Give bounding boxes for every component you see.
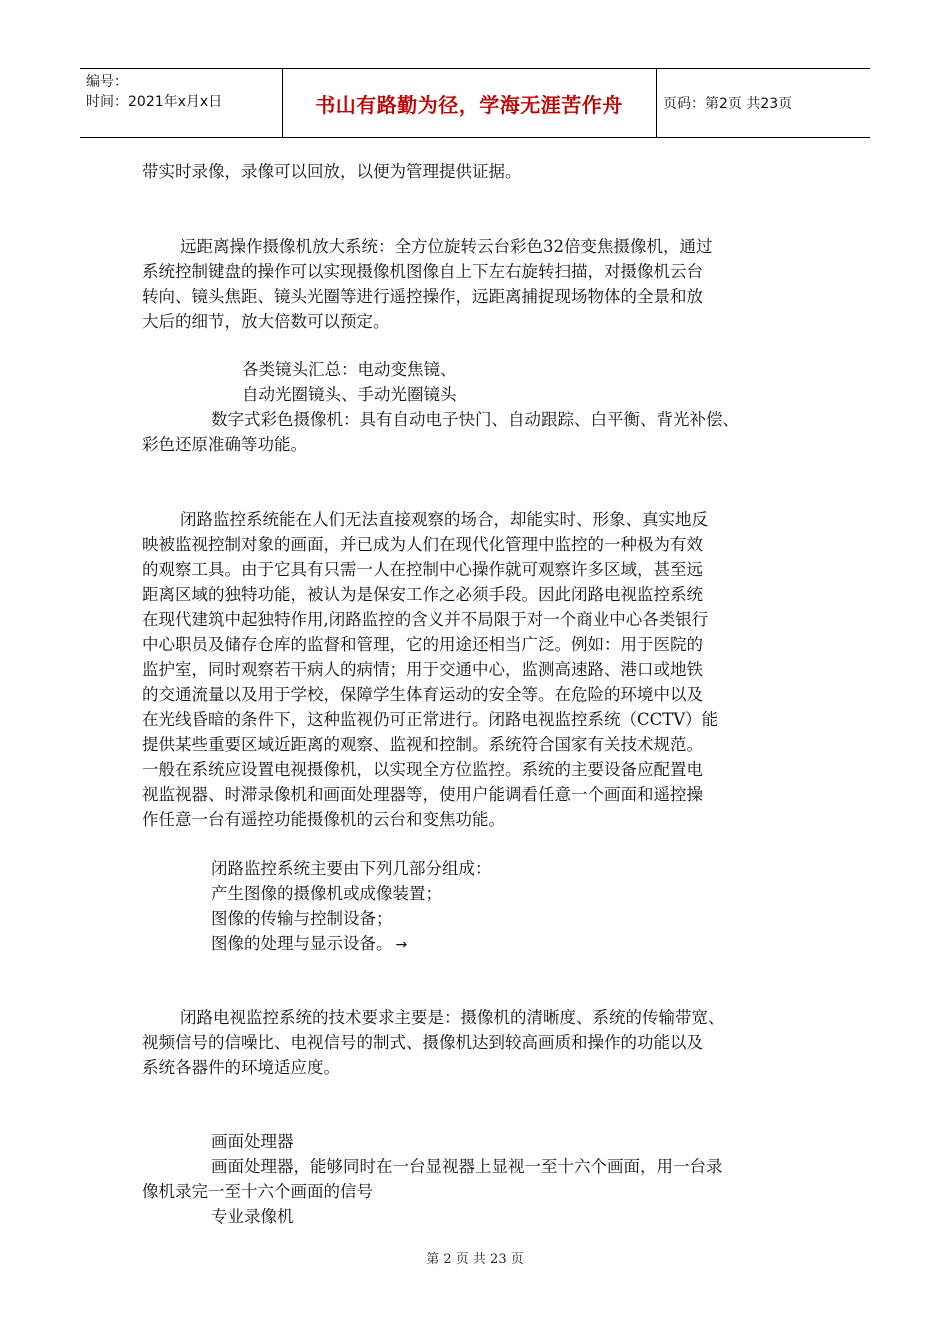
text-line: 带实时录像，录像可以回放，以便为管理提供证据。 <box>142 162 522 181</box>
text-line: 专业录像机 <box>211 1207 294 1226</box>
text-line: 图像的处理与显示设备。 <box>211 934 393 953</box>
text-line: 提供某些重要区域近距离的观察、监视和控制。系统符合国家有关技术规范。 <box>142 735 703 754</box>
text-line: 作任意一台有遥控功能摄像机的云台和变焦功能。 <box>142 810 505 829</box>
text-line: 监护室，同时观察若干病人的病情；用于交通中心，监测高速路、港口或地铁 <box>142 660 703 679</box>
text-line: 一般在系统应设置电视摄像机，以实现全方位监控。系统的主要设备应配置电 <box>142 760 703 779</box>
header-motto: 书山有路勤为径，学海无涯苦作舟 <box>315 92 623 117</box>
text-line: 闭路监控系统主要由下列几部分组成： <box>211 859 492 878</box>
page-header-table <box>80 68 870 138</box>
text-line: 视频信号的信噪比、电视信号的制式、摄像机达到较高画质和操作的功能以及 <box>142 1033 703 1052</box>
header-left-cell <box>86 72 282 112</box>
text-line: 远距离操作摄像机放大系统：全方位旋转云台彩色32倍变焦摄像机，通过 <box>180 237 713 256</box>
text-line: 数字式彩色摄像机：具有自动电子快门、自动跟踪、白平衡、背光补偿、 <box>211 410 739 429</box>
text-line: 产生图像的摄像机或成像装置； <box>211 884 442 903</box>
text-line: 视监视器、时滞录像机和画面处理器等，使用户能调看任意一个画面和遥控操 <box>142 785 703 804</box>
text-line: 转向、镜头焦距、镜头光圈等进行遥控操作，远距离捕捉现场物体的全景和放 <box>142 287 703 306</box>
text-line: 画面处理器 <box>211 1132 294 1151</box>
doc-time-label: 时间：2021年x月x日 <box>86 94 223 110</box>
header-divider <box>656 69 657 137</box>
text-line: 画面处理器，能够同时在一台显视器上显视一至十六个画面，用一台录 <box>211 1157 723 1176</box>
text-line: 的观察工具。由于它具有只需一人在控制中心操作就可观察许多区域，甚至远 <box>142 560 703 579</box>
text-line: 闭路电视监控系统的技术要求主要是：摄像机的清晰度、系统的传输带宽、 <box>180 1008 725 1027</box>
paragraph-arrow-icon: → <box>395 937 408 953</box>
text-line: 自动光圈镜头、手动光圈镜头 <box>242 385 457 404</box>
text-line: 系统各器件的环境适应度。 <box>142 1058 340 1077</box>
text-line: 中心职员及储存仓库的监督和管理，它的用途还相当广泛。例如：用于医院的 <box>142 635 703 654</box>
text-line: 在现代建筑中起独特作用,闭路监控的含义并不局限于对一个商业中心各类银行 <box>142 610 709 629</box>
text-line: 的交通流量以及用于学校，保障学生体育运动的安全等。在危险的环境中以及 <box>142 685 703 704</box>
text-line: 闭路监控系统能在人们无法直接观察的场合，却能实时、形象、真实地反 <box>180 510 708 529</box>
text-line: 在光线昏暗的条件下，这种监视仍可正常进行。闭路电视监控系统（CCTV）能 <box>142 710 719 729</box>
text-line: 像机录完一至十六个画面的信号 <box>142 1182 373 1201</box>
text-line: 图像的传输与控制设备； <box>211 909 393 928</box>
page-footer: 第 2 页 共 23 页 <box>426 1252 524 1267</box>
text-line: 距离区域的独特功能，被认为是保安工作之必须手段。因此闭路电视监控系统 <box>142 585 703 604</box>
text-line-with-arrow <box>211 932 407 957</box>
text-line: 大后的细节，放大倍数可以预定。 <box>142 312 390 331</box>
text-line: 各类镜头汇总：电动变焦镜、 <box>242 360 457 379</box>
header-page-info: 页码：第2页 共23页 <box>663 96 793 112</box>
doc-number-label: 编号： <box>86 74 128 90</box>
text-line: 系统控制键盘的操作可以实现摄像机图像自上下左右旋转扫描，对摄像机云台 <box>142 262 703 281</box>
text-line: 映被监视控制对象的画面，并已成为人们在现代化管理中监控的一种极为有效 <box>142 535 703 554</box>
text-line: 彩色还原准确等功能。 <box>142 435 307 454</box>
